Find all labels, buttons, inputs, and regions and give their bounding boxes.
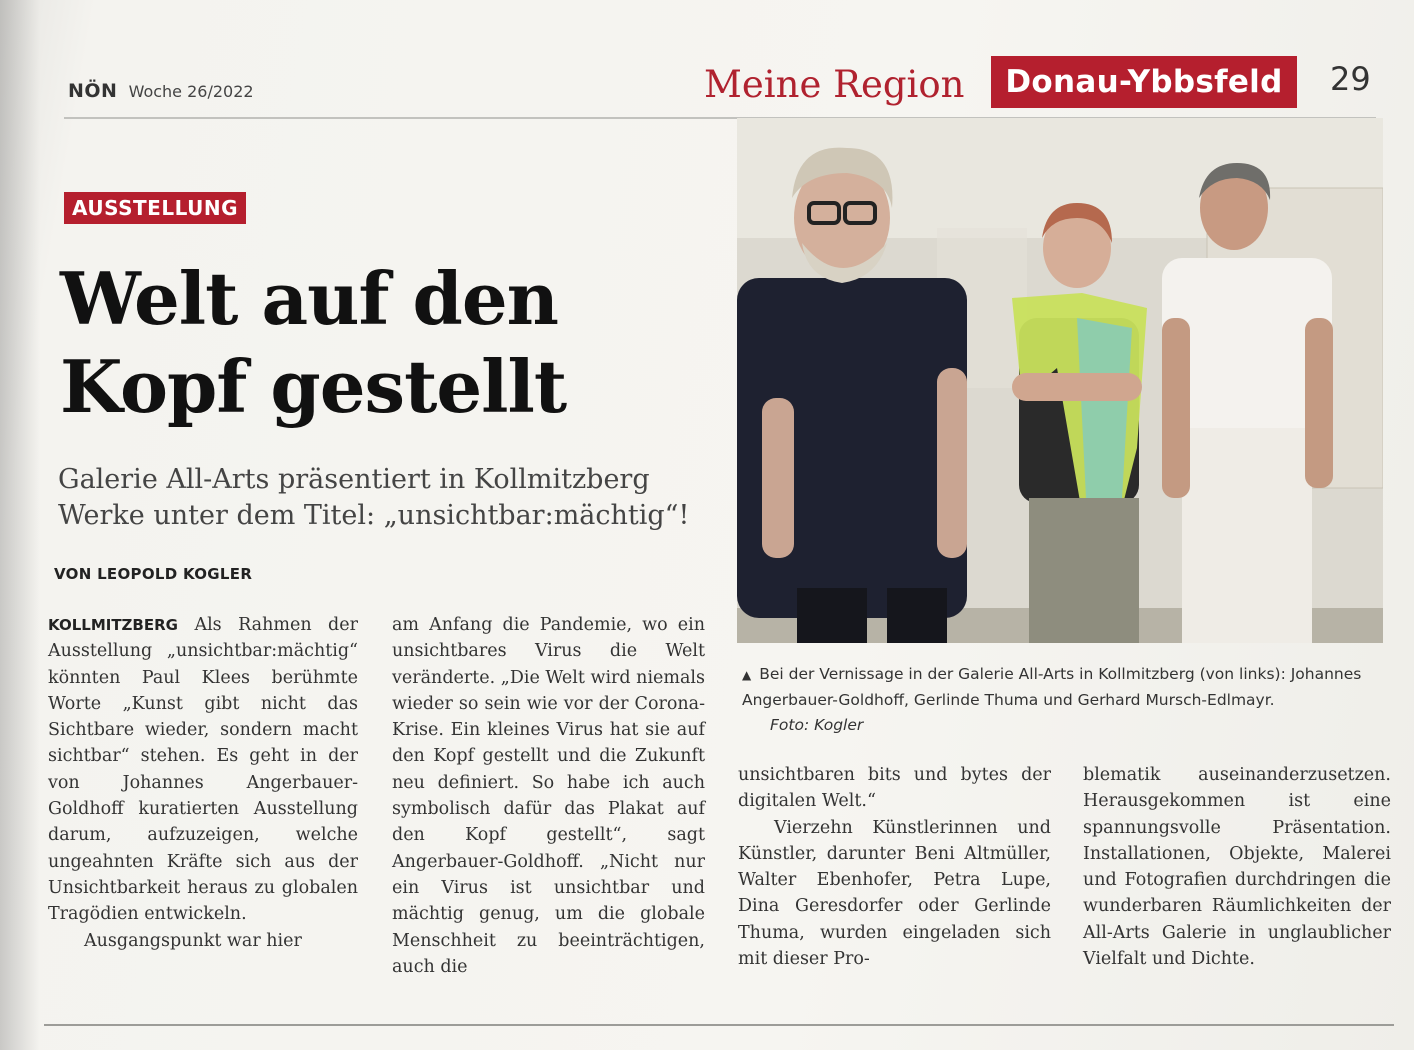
body-column-2	[392, 612, 705, 980]
photo-credit: Foto: Kogler	[770, 716, 864, 734]
headline-line-1: Welt auf den	[60, 256, 559, 341]
column-1-text: Als Rahmen der Ausstellung „unsichtbar:mächtig“ könnten Paul Klees berühmte Worte „Kunst gibt nicht das Sichtbare wieder, sondern macht sichtbar“ stehen. Es geht in der von Johannes Angerbauer-Goldhoff kuratierten Ausstellung darum, aufzuzeigen, welche ungeahnten Kräfte sich aus der Unsichtbarkeit heraus zu globalen Tragödien entwickeln.	[48, 615, 358, 925]
footer-divider	[44, 1024, 1394, 1026]
masthead-left	[68, 80, 254, 102]
page-fold-shadow	[0, 0, 40, 1050]
headline-line-2: Kopf gestellt	[60, 344, 567, 429]
column-3-text: unsichtbaren bits und bytes der digitalen Welt.“	[738, 765, 1051, 812]
subhead-line-1: Galerie All-Arts präsentiert in Kollmitzberg	[58, 464, 650, 495]
newspaper-brand: NÖN	[68, 80, 118, 102]
column-4-text: blematik auseinanderzusetzen. Herausgekommen ist eine spannungsvolle Präsentation. Installationen, Objekte, Malerei und Fotografien durchdringen die wunderbaren Räumlichkeiten der All-Arts Galerie in unglaublicher Vielfalt und Dichte.	[1083, 765, 1391, 970]
subhead-line-2: Werke unter dem Titel: „unsichtbar:mächtig“!	[58, 500, 690, 531]
dateline: KOLLMITZBERG	[48, 616, 178, 634]
section-region: Meine Region	[704, 63, 965, 106]
photo-illustration	[737, 118, 1383, 643]
column-2-text: am Anfang die Pandemie, wo ein unsichtbares Virus die Welt veränderte. „Die Welt wird niemals wieder so sein wie vor der Corona-Krise. Ein kleines Virus hat sie auf den Kopf gestellt und die Zukunft neu definiert. So habe ich auch symbolisch dafür das Plakat auf den Kopf gestellt“, sagt Angerbauer-Goldhoff. „Nicht nur ein Virus ist unsichtbar und mächtig genug, um die globale Menschheit zu beeinträchtigen, auch die	[392, 615, 706, 977]
kicker-badge: AUSSTELLUNG	[64, 192, 246, 224]
column-3-paragraph-2: Vierzehn Künstlerinnen und Künstler, darunter Beni Altmüller, Walter Ebenhofer, Petra Lupe, Dina Geresdorfer oder Gerlinde Thuma, wurden eingeladen sich mit dieser Pro-	[738, 817, 1051, 970]
article-headline	[60, 255, 700, 431]
article-subheadline	[58, 462, 718, 534]
article-photo	[737, 118, 1383, 643]
caption-triangle-icon: ▲	[742, 668, 752, 682]
section-district-badge: Donau-Ybbsfeld	[991, 56, 1297, 108]
body-column-3	[738, 762, 1051, 972]
photo-caption	[742, 662, 1387, 738]
page-number: 29	[1330, 60, 1371, 98]
caption-text: Bei der Vernissage in der Galerie All-Arts in Kollmitzberg (von links): Johannes Angerbauer-Goldhoff, Gerlinde Thuma und Gerhard Mursch-Edlmayr.	[742, 665, 1362, 709]
body-column-1	[48, 612, 358, 954]
issue-week: Woche 26/2022	[128, 82, 254, 101]
body-column-4	[1083, 762, 1391, 972]
column-1-paragraph-2: Ausgangspunkt war hier	[84, 930, 302, 951]
author-byline: VON LEOPOLD KOGLER	[54, 565, 253, 583]
